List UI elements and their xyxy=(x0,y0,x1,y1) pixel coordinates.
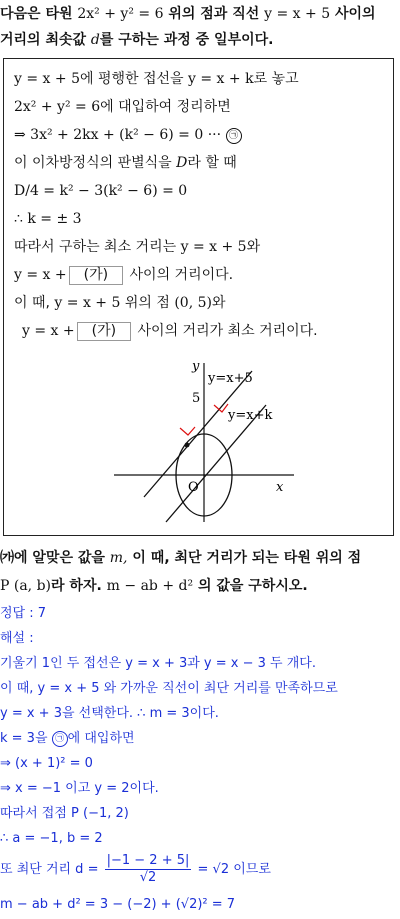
problem-text: 사이의 xyxy=(335,6,376,22)
solution-line: 따라서 접점 P (−1, 2) xyxy=(0,806,129,821)
solution-line: ⇒ x = −1 이고 y = 2이다. xyxy=(0,781,159,796)
math: P (a, b) xyxy=(0,578,52,594)
text: 와 xyxy=(246,239,261,255)
solution-line: m − ab + d² = 3 − (−2) + (√2)² = 7 xyxy=(0,897,236,912)
math: D xyxy=(176,155,188,171)
text: 사이의 거리이다. xyxy=(129,267,234,283)
problem-line-1 xyxy=(0,4,376,24)
text: 이 때, 최단 거리가 되는 타원 위의 점 xyxy=(132,550,362,566)
text: 위의 점 xyxy=(124,295,170,311)
text: 이 때, xyxy=(14,295,50,311)
y-axis-label: y xyxy=(192,359,200,374)
tangent-point xyxy=(185,443,190,448)
line-b-label: y=x+k xyxy=(228,408,273,423)
text: 와 xyxy=(211,295,226,311)
question-line-1 xyxy=(0,548,361,568)
text: ㈎에 알맞은 값을 xyxy=(0,550,105,566)
math: m, xyxy=(109,550,128,566)
problem-text: 를 구하는 과정 중 일부이다. xyxy=(99,32,274,48)
intercept-label: 5 xyxy=(192,391,201,406)
problem-text: 거리의 최솟값 xyxy=(0,32,87,48)
blank-ga: (가) xyxy=(69,266,123,285)
blank-ga: (가) xyxy=(77,322,131,341)
solution-line: ⇒ (x + 1)² = 0 xyxy=(0,756,93,771)
box-line-1 xyxy=(14,69,299,89)
derivation-box xyxy=(3,58,394,536)
box-line-5: D/4 = k² − 3(k² − 6) = 0 xyxy=(14,183,188,199)
math: y = x + xyxy=(22,323,75,339)
box-line-8 xyxy=(14,265,233,285)
numerator: |−1 − 2 + 5| xyxy=(106,853,190,868)
solution-line: 이 때, y = x + 5 와 가까운 직선이 최단 거리를 만족하므로 xyxy=(0,681,338,696)
right-angle-marker xyxy=(180,427,195,435)
denominator: √2 xyxy=(139,870,157,885)
origin-label: O xyxy=(188,480,199,495)
text: 에 대입하여 정리하면 xyxy=(100,99,231,115)
text: 사이의 거리가 최소 거리이다. xyxy=(137,323,318,339)
box-line-4 xyxy=(14,153,237,173)
question-line-2 xyxy=(0,576,308,596)
line-a-label: y=x+5 xyxy=(208,371,253,386)
variable-d: d xyxy=(90,32,100,48)
solution-line: 기울기 1인 두 접선은 y = x + 3과 y = x − 3 두 개다. xyxy=(0,656,316,671)
text: 에 평행한 접선을 xyxy=(79,71,184,87)
problem-line-2 xyxy=(0,30,273,50)
box-line-2 xyxy=(14,97,231,117)
circled-mark-icon: ㉠ xyxy=(52,731,68,747)
line-equation: y = x + 5 xyxy=(264,6,331,22)
text: 라 할 때 xyxy=(187,155,237,171)
text: 에 대입하면 xyxy=(67,731,135,746)
fraction xyxy=(105,853,192,886)
solution-line: ∴ a = −1, b = 2 xyxy=(0,831,103,846)
math: m − ab + d² xyxy=(106,578,194,594)
math: y = x + 5 xyxy=(54,295,121,311)
text: 또 최단 거리 d = xyxy=(0,862,99,877)
x-axis-label: x xyxy=(276,480,284,495)
text: k = 3을 xyxy=(0,731,48,746)
ellipse-equation: 2x² + y² = 6 xyxy=(77,6,164,22)
problem-text: 위의 점과 직선 xyxy=(168,6,260,22)
box-line-7 xyxy=(14,237,260,257)
text: 라 하자. xyxy=(51,578,102,594)
solution-line xyxy=(0,729,135,749)
math: y = x + 5 xyxy=(14,71,80,87)
problem-text: 다음은 타원 xyxy=(0,6,73,22)
box-line-10 xyxy=(22,321,318,341)
box-line-3 xyxy=(14,125,242,145)
math: (0, 5) xyxy=(174,295,212,311)
explanation-label: 해설 : xyxy=(0,631,34,646)
math: y = x + k xyxy=(188,71,254,87)
math: y = x + 5 xyxy=(180,239,247,255)
box-line-6: ∴ k = ± 3 xyxy=(14,211,82,227)
math: y = x + xyxy=(14,267,67,283)
box-line-9 xyxy=(14,293,226,313)
math: ⇒ 3x² + 2kx + (k² − 6) = 0 ··· xyxy=(14,127,222,143)
math: 2x² + y² = 6 xyxy=(14,99,101,115)
text: 이 이차방정식의 판별식을 xyxy=(14,155,172,171)
text: 따라서 구하는 최소 거리는 xyxy=(14,239,177,255)
answer: 정답 : 7 xyxy=(0,606,47,621)
graph xyxy=(104,357,304,527)
line-y-x-plus-5 xyxy=(144,371,252,497)
solution-line: y = x + 3을 선택한다. ∴ m = 3이다. xyxy=(0,706,219,721)
circled-mark-icon: ㉠ xyxy=(226,128,242,144)
text: 로 놓고 xyxy=(253,71,299,87)
text: = √2 이므로 xyxy=(197,862,271,877)
text: 의 값을 구하시오. xyxy=(197,578,308,594)
solution-line-fraction xyxy=(0,852,271,888)
